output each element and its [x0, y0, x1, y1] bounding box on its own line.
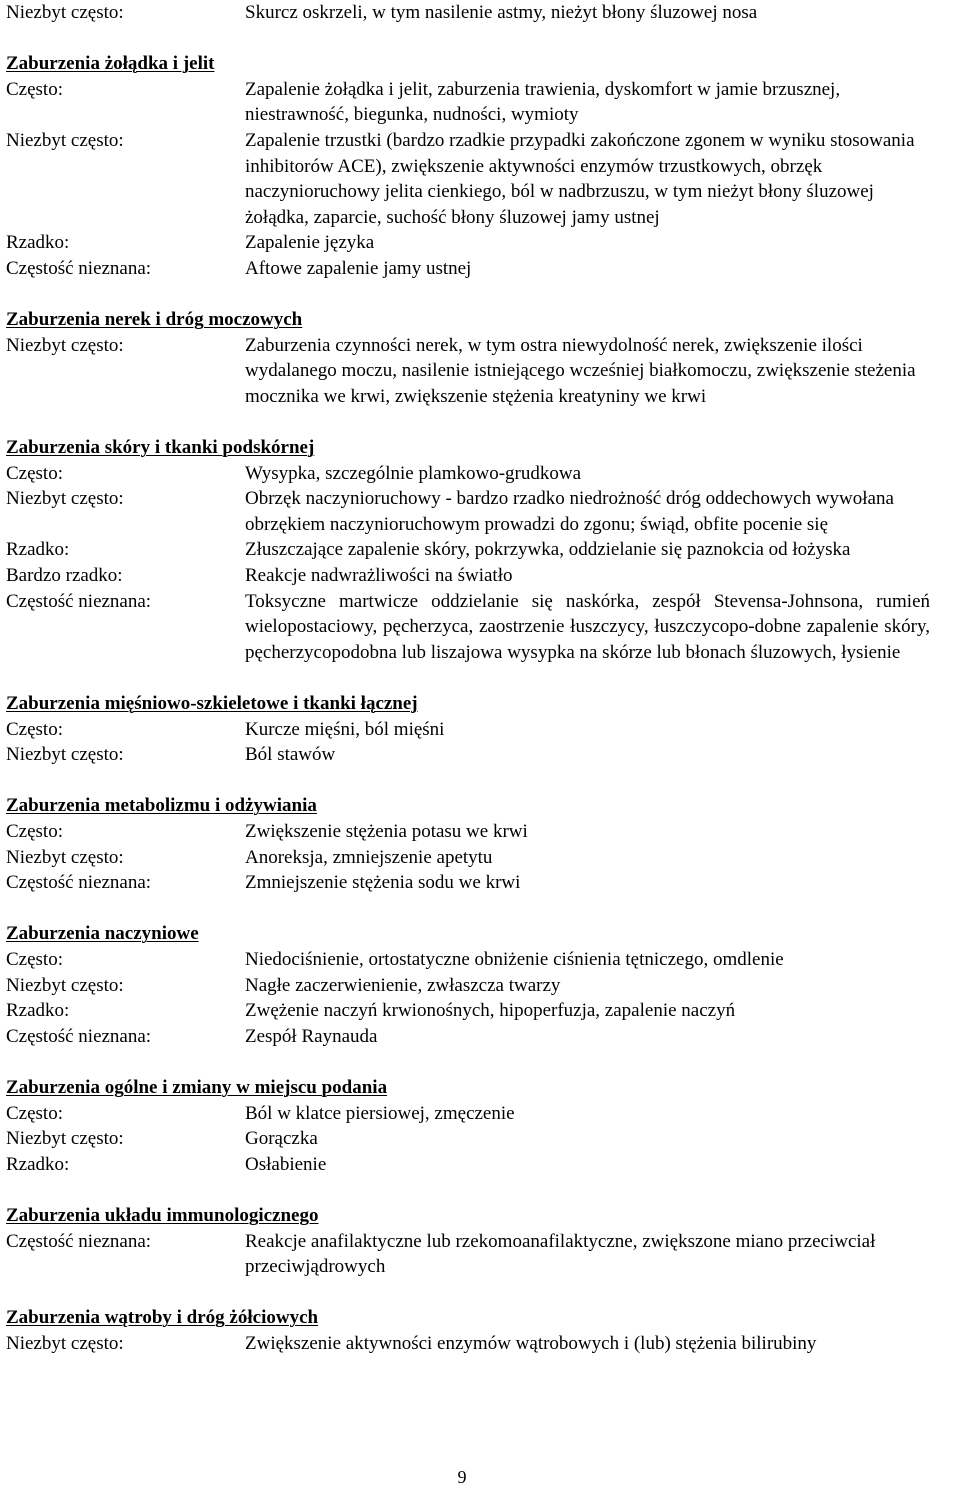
section-6 [6, 921, 956, 1049]
frequency-row [6, 333, 956, 410]
frequency-label: Niezbyt często: [6, 1128, 124, 1150]
adverse-effect-text: Zapalenie żołądka i jelit, zaburzenia trawienia, dyskomfort w jamie brzusznej, niestrawność, biegunka, nudności, wymioty [245, 78, 841, 126]
frequency-label: Rzadko: [6, 232, 70, 254]
frequency-row [6, 0, 956, 26]
frequency-label: Często: [6, 462, 63, 484]
frequency-label: Niezbyt często: [6, 744, 124, 766]
adverse-effect-text: Skurcz oskrzeli, w tym nasilenie astmy, nieżyt błony śluzowej nosa [245, 2, 758, 23]
frequency-label: Często: [6, 821, 63, 842]
frequency-row [6, 717, 956, 743]
section-heading: Zaburzenia układu immunologicznego [6, 1204, 319, 1226]
section-9 [6, 1305, 956, 1356]
adverse-effect-text: Zapalenie języka [245, 232, 375, 254]
frequency-row [6, 819, 956, 845]
adverse-effect-text: Nagłe zaczerwienienie, zwłaszcza twarzy [245, 974, 561, 996]
adverse-effect-text: Zespół Raynauda [245, 1025, 378, 1047]
adverse-effect-text: Reakcje nadwrażliwości na światło [245, 565, 513, 587]
section-1 [6, 51, 956, 281]
adverse-effect-text: Anoreksja, zmniejszenie apetytu [245, 846, 493, 868]
adverse-effect-text: Obrzęk naczynioruchowy - bardzo rzadko niedrożność dróg oddechowych wywołana obrzękiem naczynioruchowym prowadzi do zgonu; świąd, obfite pocenie się [245, 488, 894, 535]
section-8 [6, 1203, 956, 1280]
adverse-effect-text: Niedociśnienie, ortostatyczne obniżenie ciśnienia tętniczego, omdlenie [245, 948, 784, 970]
adverse-effect-text: Gorączka [245, 1128, 318, 1150]
frequency-row [6, 845, 956, 871]
adverse-effect-text: Kurcze mięśni, ból mięśni [245, 718, 445, 740]
frequency-row [6, 1024, 956, 1050]
section-heading: Zaburzenia ogólne i zmiany w miejscu podania [6, 1076, 388, 1098]
frequency-label: Niezbyt często: [6, 2, 124, 23]
frequency-row [6, 1229, 956, 1280]
frequency-row [6, 486, 956, 537]
frequency-row [6, 537, 956, 563]
frequency-row [6, 128, 956, 230]
section-3 [6, 435, 956, 665]
section-heading: Zaburzenia metabolizmu i odżywiania [6, 795, 317, 817]
frequency-label: Niezbyt często: [6, 334, 124, 356]
section-0 [6, 0, 956, 26]
frequency-label: Rzadko: [6, 1000, 70, 1022]
adverse-effect-text: Ból stawów [245, 744, 336, 766]
frequency-row [6, 742, 956, 768]
frequency-row [6, 256, 956, 282]
frequency-label: Częstość nieznana: [6, 1230, 152, 1252]
frequency-label: Niezbyt często: [6, 846, 124, 868]
frequency-row [6, 230, 956, 256]
frequency-label: Niezbyt często: [6, 974, 124, 996]
frequency-row [6, 973, 956, 999]
page-number: 9 [457, 1467, 467, 1487]
frequency-row [6, 1331, 956, 1357]
adverse-effect-text: Zapalenie trzustki (bardzo rzadkie przypadki zakończone zgonem w wyniku stosowania inhibitorów ACE), zwiększenie aktywności enzymów trzustkowych, obrzęk naczynioruchowy jelita cienkiego, ból w nadbrzuszu, w tym nieżyt błony śluzowej żołądka, zaparcie, suchość błony śluzowej jamy ustnej [245, 129, 915, 228]
adverse-effect-text: Zwiększenie stężenia potasu we krwi [245, 821, 528, 842]
frequency-label: Często: [6, 948, 63, 970]
adverse-effect-text: Wysypka, szczególnie plamkowo-grudkowa [245, 462, 582, 484]
frequency-row [6, 589, 956, 666]
section-heading: Zaburzenia mięśniowo-szkieletowe i tkanki łącznej [6, 693, 418, 715]
section-heading: Zaburzenia naczyniowe [6, 923, 199, 945]
section-heading: Zaburzenia żołądka i jelit [6, 53, 215, 75]
adverse-effect-text: Toksyczne martwicze oddzielanie się naskórka, zespół Stevensa-Johnsona, rumień wielopostaciowy, pęcherzyca, zaostrzenie łuszczycy, łuszczycopo-dobne zapalenie skóry, pęcherzycopodobna lub liszajowa wysypka na skórze lub błonach śluzowych, łysienie [245, 590, 930, 663]
frequency-label: Częstość nieznana: [6, 872, 152, 894]
frequency-row [6, 870, 956, 896]
frequency-label: Często: [6, 1102, 63, 1124]
adverse-effect-text: Reakcje anafilaktyczne lub rzekomoanafilaktyczne, zwiększone miano przeciwciał przeciwjądrowych [245, 1230, 876, 1278]
section-7 [6, 1075, 956, 1177]
frequency-label: Niezbyt często: [6, 488, 124, 510]
frequency-label: Niezbyt często: [6, 1332, 124, 1354]
adverse-effect-text: Zwężenie naczyń krwionośnych, hipoperfuzja, zapalenie naczyń [245, 1000, 736, 1022]
frequency-label: Często: [6, 78, 63, 100]
frequency-label: Częstość nieznana: [6, 1025, 152, 1047]
frequency-row [6, 1101, 956, 1127]
section-heading: Zaburzenia nerek i dróg moczowych [6, 309, 303, 331]
frequency-label: Niezbyt często: [6, 129, 124, 151]
frequency-label: Często: [6, 718, 63, 740]
section-4 [6, 691, 956, 768]
frequency-row [6, 1152, 956, 1178]
adverse-effect-text: Zmniejszenie stężenia sodu we krwi [245, 872, 521, 894]
frequency-label: Częstość nieznana: [6, 257, 152, 279]
adverse-effect-text: Osłabienie [245, 1153, 327, 1175]
section-2 [6, 307, 956, 409]
frequency-label: Rzadko: [6, 1153, 70, 1175]
document-body [6, 0, 956, 1382]
section-heading: Zaburzenia wątroby i dróg żółciowych [6, 1307, 319, 1329]
frequency-label: Częstość nieznana: [6, 590, 152, 612]
frequency-row [6, 947, 956, 973]
frequency-row [6, 77, 956, 128]
adverse-effect-text: Złuszczające zapalenie skóry, pokrzywka, oddzielanie się paznokcia od łożyska [245, 539, 851, 561]
frequency-label: Bardzo rzadko: [6, 565, 123, 587]
adverse-effect-text: Ból w klatce piersiowej, zmęczenie [245, 1102, 515, 1124]
adverse-effect-text: Zaburzenia czynności nerek, w tym ostra niewydolność nerek, zwiększenie ilości wydalanego moczu, nasilenie istniejącego wcześniej białkomoczu, zwiększenie steżenia mocznika we krwi, zwiększenie stężenia kreatyniny we krwi [245, 334, 916, 407]
frequency-label: Rzadko: [6, 539, 70, 561]
section-5 [6, 793, 956, 895]
frequency-row [6, 998, 956, 1024]
frequency-row [6, 461, 956, 487]
adverse-effect-text: Zwiększenie aktywności enzymów wątrobowych i (lub) stężenia bilirubiny [245, 1332, 817, 1354]
frequency-row [6, 563, 956, 589]
adverse-effect-text: Aftowe zapalenie jamy ustnej [245, 257, 472, 279]
section-heading: Zaburzenia skóry i tkanki podskórnej [6, 437, 315, 459]
frequency-row [6, 1126, 956, 1152]
